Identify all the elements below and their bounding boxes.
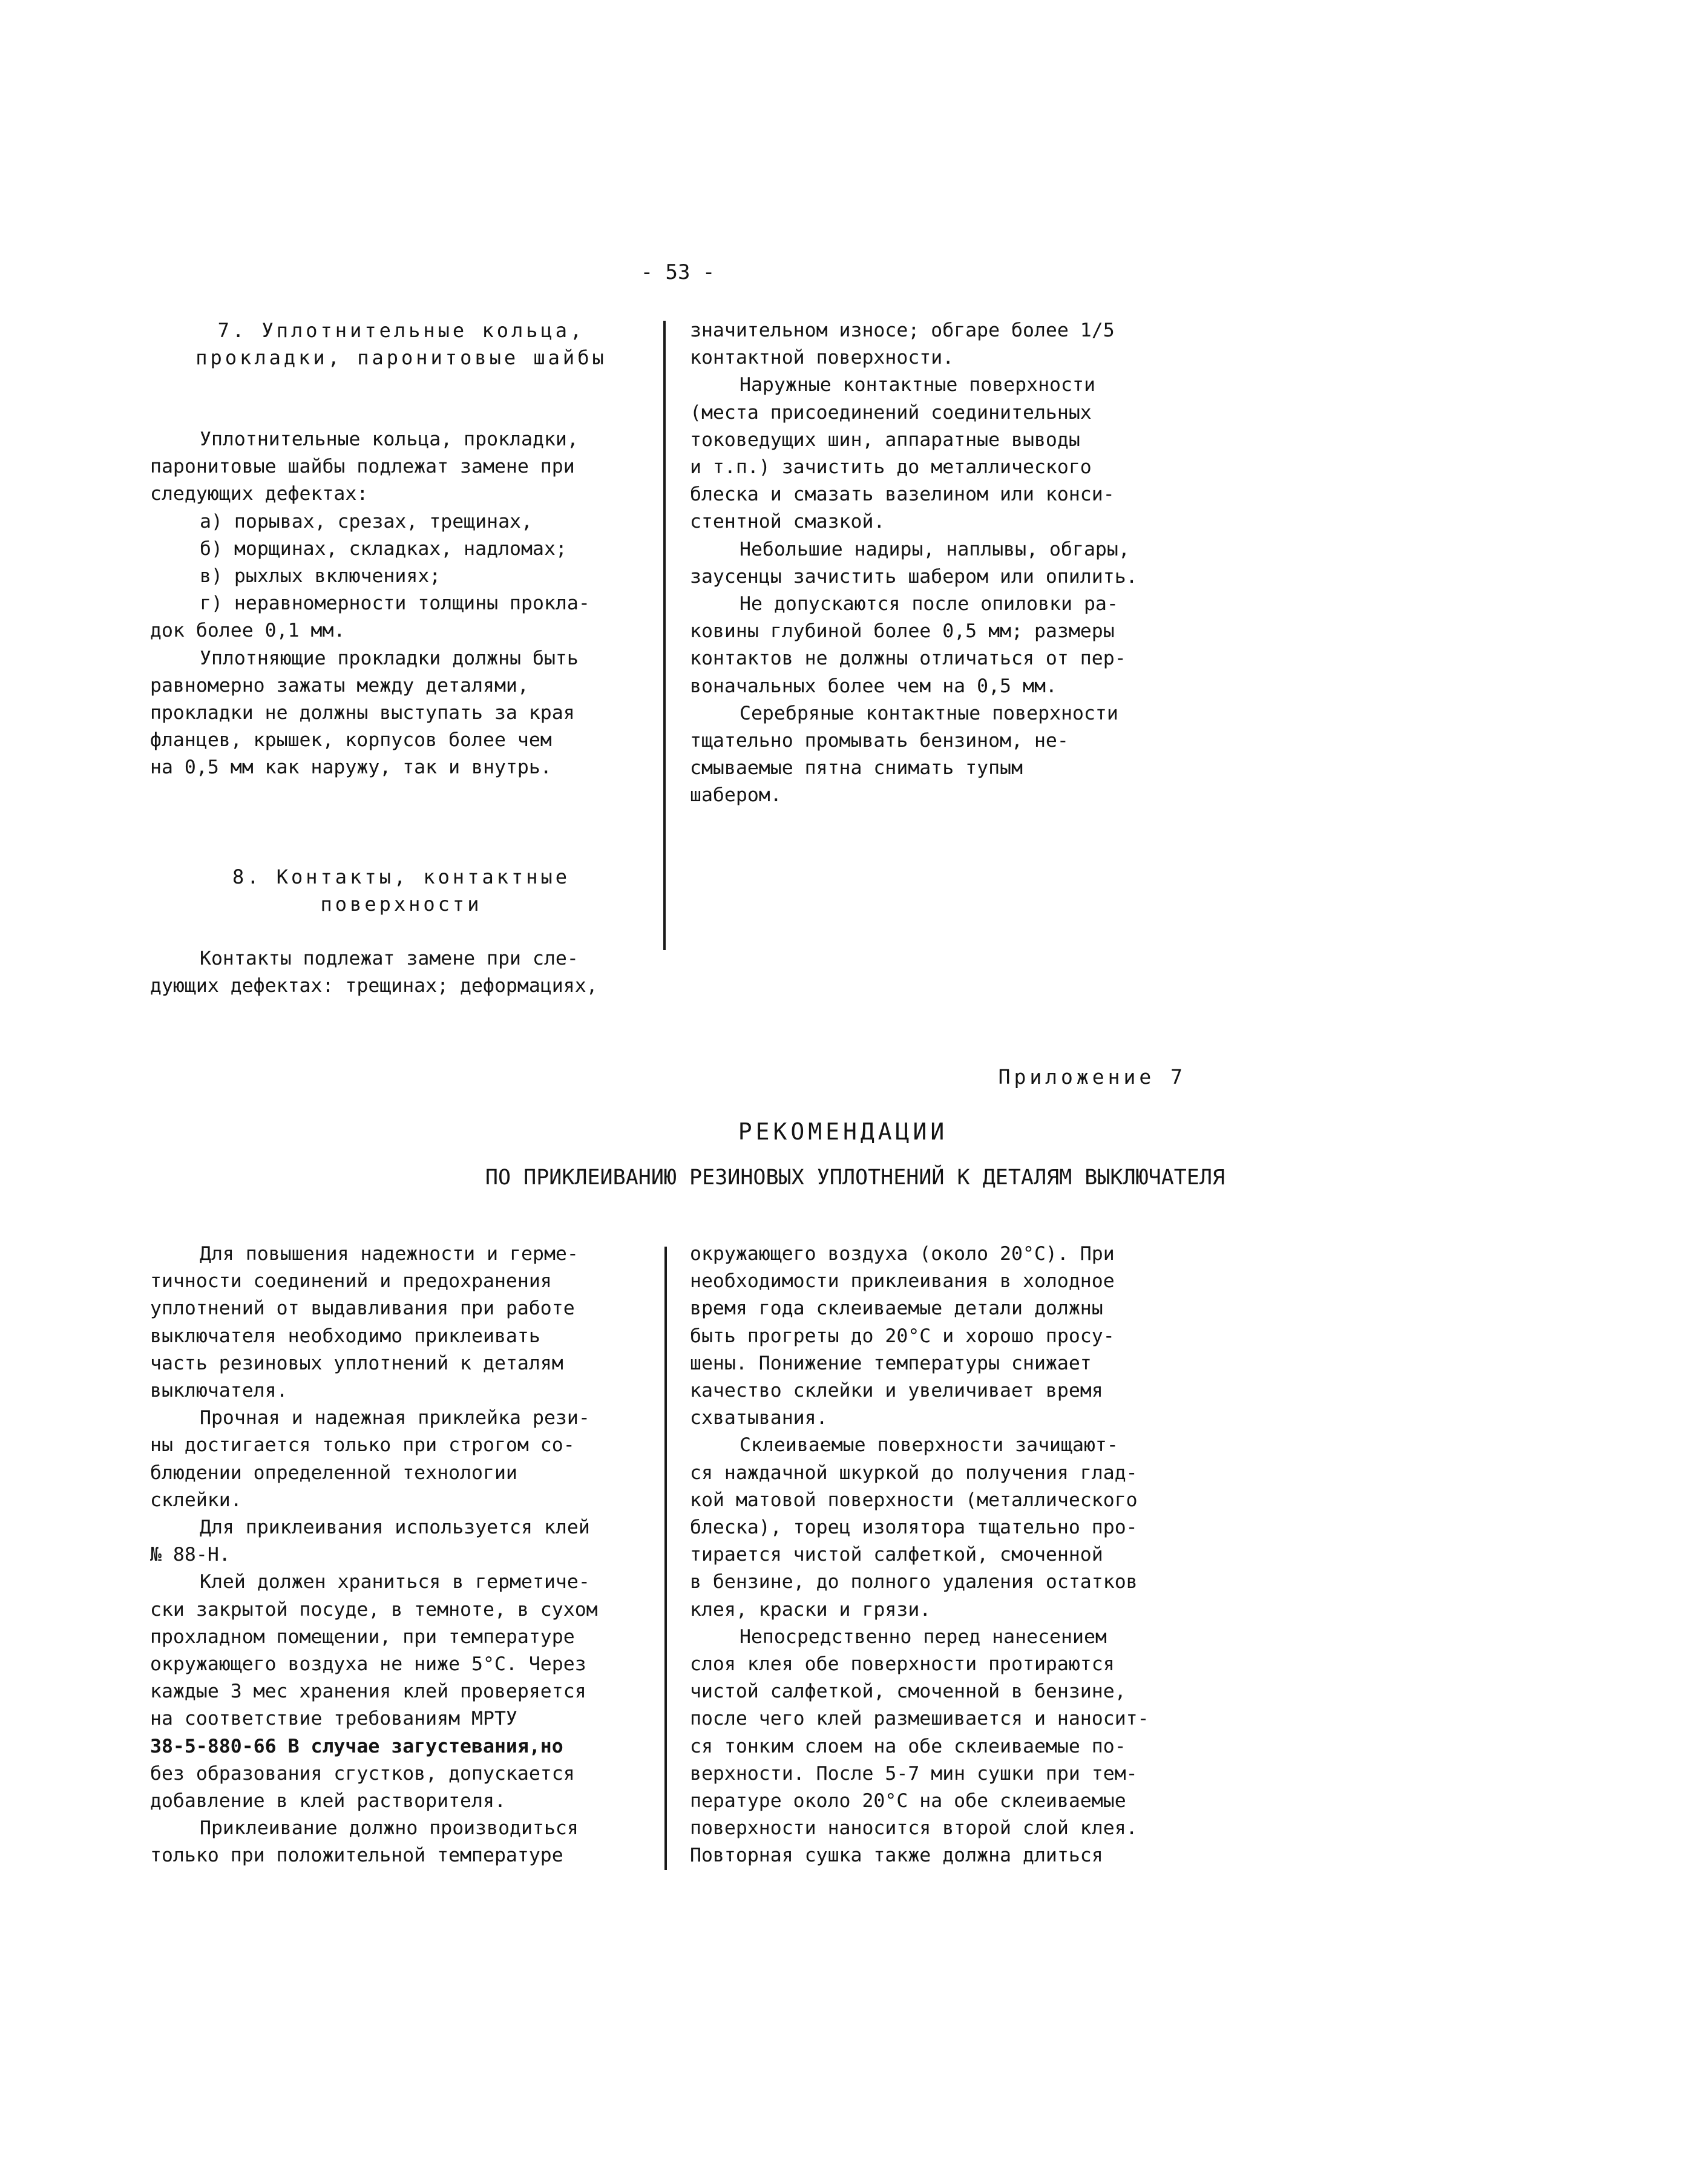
- text-line: на соответствие требованиям МРТУ: [150, 1708, 517, 1730]
- text-line: равномерно зажаты между деталями,: [150, 674, 529, 697]
- text-line: на 0,5 мм как наружу, так и внутрь.: [150, 756, 552, 779]
- text-line: 38-5-880-66 В случае загустевания,но: [150, 1735, 563, 1757]
- text-line: быть прогреты до 20°С и хорошо просу-: [690, 1325, 1115, 1347]
- section-8-heading: 8. Контакты, контактные: [232, 865, 571, 888]
- text-line: шены. Понижение температуры снижает: [690, 1352, 1092, 1374]
- text-line: дующих дефектах: трещинах; деформациях,: [150, 974, 598, 997]
- text-line: часть резиновых уплотнений к деталям: [150, 1352, 563, 1374]
- text-line: добавление в клей растворителя.: [150, 1790, 506, 1812]
- text-line: окружающего воздуха не ниже 5°С. Через: [150, 1653, 586, 1676]
- list-item: а) порывах, срезах, трещинах,: [200, 510, 533, 533]
- right-column-bottom: [690, 1241, 1192, 1870]
- text-line: Приклеивание должно производиться: [200, 1817, 579, 1840]
- text-line: ковины глубиной более 0,5 мм; размеры: [690, 620, 1115, 643]
- text-line: фланцев, крышек, корпусов более чем: [150, 729, 552, 752]
- right-column-top: [690, 317, 1192, 810]
- text-line: пературе около 20°С на обе склеиваемые: [690, 1790, 1126, 1812]
- text-line: ски закрытой посуде, в темноте, в сухом: [150, 1598, 598, 1621]
- left-column-bottom: [150, 1241, 652, 1870]
- text-line: клея, краски и грязи.: [690, 1598, 931, 1621]
- text-line: необходимости приклеивания в холодное: [690, 1270, 1115, 1293]
- section-7-heading-continued: прокладки, паронитовые шайбы: [195, 346, 607, 369]
- text-line: Непосредственно перед нанесением: [740, 1625, 1107, 1648]
- text-line: качество склейки и увеличивает время: [690, 1380, 1103, 1402]
- text-line: блеска), торец изолятора тщательно про-: [690, 1517, 1138, 1539]
- text-line: только при положительной температуре: [150, 1845, 563, 1867]
- text-line: контактов не должны отличаться от пер-: [690, 648, 1126, 670]
- text-line: тщательно промывать бензином, не-: [690, 730, 1069, 752]
- column-divider-top: [663, 321, 666, 950]
- text-line: каждые 3 мес хранения клей проверяется: [150, 1681, 586, 1703]
- column-divider-bottom: [664, 1247, 667, 1870]
- appendix-subtitle: ПО ПРИКЛЕИВАНИЮ РЕЗИНОВЫХ УПЛОТНЕНИЙ К ДЕТАЛЯМ ВЫКЛЮЧАТЕЛЯ: [485, 1166, 1225, 1190]
- text-line: следующих дефектах:: [150, 483, 369, 505]
- list-item: б) морщинах, складках, надломах;: [200, 537, 567, 560]
- text-line: Наружные контактные поверхности: [740, 374, 1095, 396]
- page-number: - 53 -: [640, 260, 715, 284]
- text-line: тирается чистой салфеткой, смоченной: [690, 1544, 1103, 1566]
- section-8-heading-continued: поверхности: [320, 892, 482, 916]
- text-line: Для приклеивания используется клей: [200, 1517, 590, 1539]
- text-line: Повторная сушка также должна длиться: [690, 1845, 1103, 1867]
- text-line: время года склеиваемые детали должны: [690, 1297, 1103, 1320]
- text-line: (места присоединений соединительных: [690, 401, 1092, 424]
- text-line: выключателя необходимо приклеивать: [150, 1325, 540, 1347]
- text-line: чистой салфеткой, смоченной в бензине,: [690, 1681, 1126, 1703]
- text-line: заусенцы зачистить шабером или опилить.: [690, 565, 1138, 588]
- text-line: окружающего воздуха (около 20°С). При: [690, 1243, 1115, 1265]
- text-line: после чего клей размешивается и наносит-: [690, 1708, 1149, 1730]
- text-line: уплотнений от выдавливания при работе: [150, 1297, 575, 1320]
- list-item: в) рыхлых включениях;: [200, 565, 441, 588]
- text-line: док более 0,1 мм.: [150, 620, 346, 642]
- text-line: шабером.: [690, 784, 782, 807]
- text-line: слоя клея обе поверхности протираются: [690, 1653, 1115, 1676]
- text-line: значительном износе; обгаре более 1/5: [690, 320, 1115, 341]
- text-line: воначальных более чем на 0,5 мм.: [690, 675, 1057, 697]
- text-line: Уплотнительные кольца, прокладки,: [200, 428, 579, 450]
- text-line: склейки.: [150, 1489, 242, 1511]
- text-line: № 88-Н.: [150, 1544, 231, 1566]
- text-line: прохладном помещении, при температуре: [150, 1625, 575, 1648]
- text-line: паронитовые шайбы подлежат замене при: [150, 456, 575, 478]
- text-line: тичности соединений и предохранения: [150, 1270, 552, 1293]
- text-line: схватывания.: [690, 1407, 828, 1429]
- text-line: контактной поверхности.: [690, 347, 954, 369]
- text-line: токоведущих шин, аппаратные выводы: [690, 428, 1080, 451]
- text-line: стентной смазкой.: [690, 511, 885, 533]
- text-line: ся наждачной шкуркой до получения глад-: [690, 1461, 1138, 1484]
- text-line: Клей должен храниться в герметиче-: [200, 1571, 590, 1593]
- text-line: смываемые пятна снимать тупым: [690, 757, 1023, 779]
- appendix-title: РЕКОМЕНДАЦИИ: [738, 1118, 948, 1145]
- text-line: ны достигается только при строгом со-: [150, 1434, 575, 1457]
- text-line: поверхности наносится второй слой клея.: [690, 1817, 1138, 1840]
- text-line: Серебряные контактные поверхности: [740, 702, 1118, 724]
- text-line: и т.п.) зачистить до металлического: [690, 456, 1092, 479]
- appendix-label: Приложение 7: [998, 1065, 1186, 1089]
- text-line: блеска и смазать вазелином или конси-: [690, 484, 1115, 506]
- text-line: без образования сгустков, допускается: [150, 1762, 575, 1785]
- text-line: Не допускаются после опиловки ра-: [740, 593, 1118, 615]
- text-line: Для повышения надежности и герме-: [200, 1243, 579, 1265]
- text-line: в бензине, до полного удаления остатков: [690, 1571, 1138, 1593]
- text-line: кой матовой поверхности (металлического: [690, 1489, 1138, 1511]
- text-line: выключателя.: [150, 1380, 288, 1402]
- list-item: г) неравномерности толщины прокла-: [200, 592, 590, 615]
- text-line: ся тонким слоем на обе склеиваемые по-: [690, 1735, 1126, 1757]
- text-line: Контакты подлежат замене при сле-: [200, 947, 579, 969]
- text-line: Склеиваемые поверхности зачищают-: [740, 1434, 1118, 1457]
- text-line: Уплотняющие прокладки должны быть: [200, 647, 579, 669]
- text-line: блюдении определенной технологии: [150, 1461, 517, 1484]
- text-line: прокладки не должны выступать за края: [150, 702, 575, 724]
- left-column-top: [150, 317, 652, 1000]
- section-7-heading: 7. Уплотнительные кольца,: [217, 319, 585, 342]
- text-line: Небольшие надиры, наплывы, обгары,: [740, 538, 1130, 560]
- text-line: Прочная и надежная приклейка рези-: [200, 1407, 590, 1429]
- text-line: верхности. После 5-7 мин сушки при тем-: [690, 1762, 1138, 1785]
